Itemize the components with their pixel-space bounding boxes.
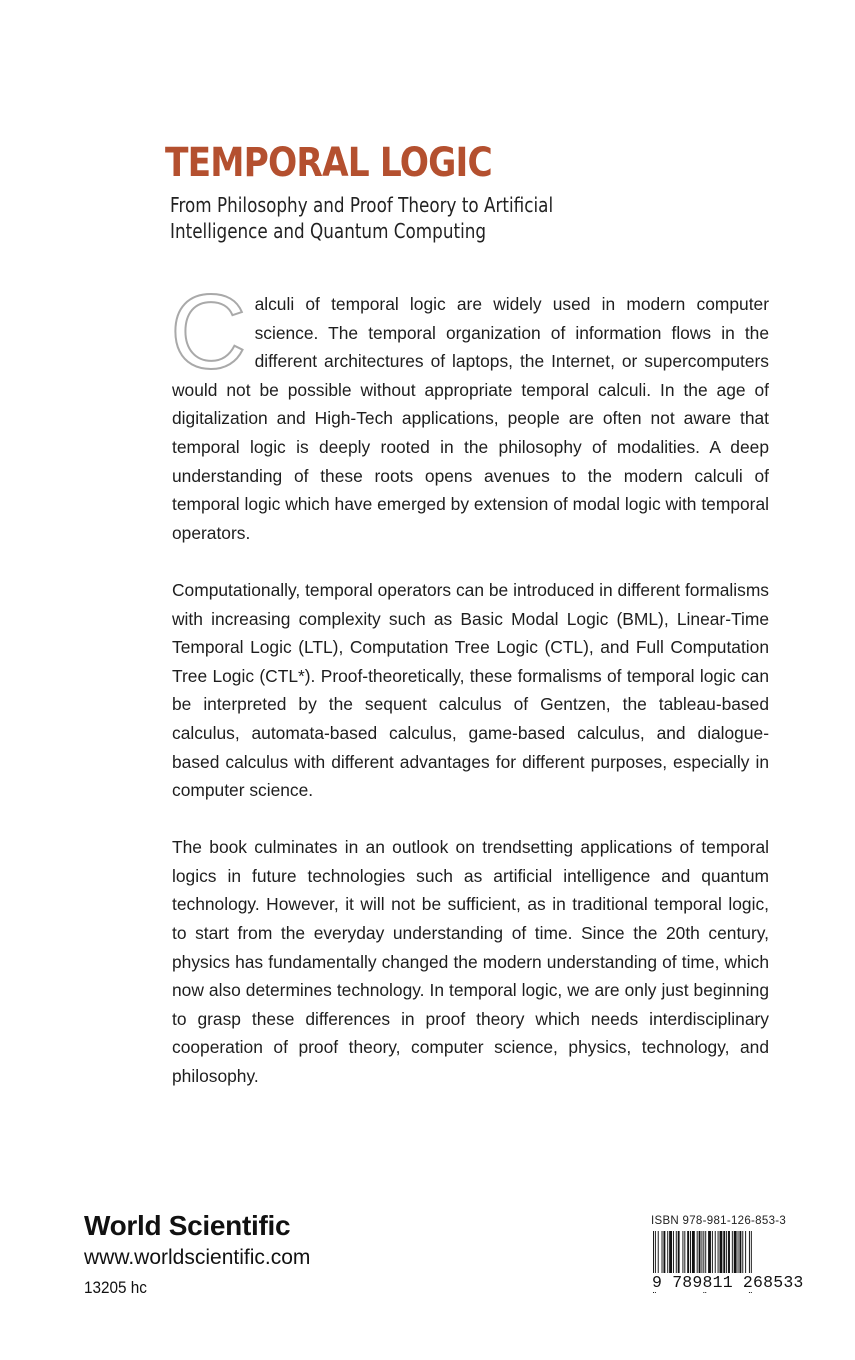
publisher-name: World Scientific [84,1210,291,1241]
publisher-block [84,1210,310,1300]
book-title: TEMPORAL LOGIC [165,140,492,186]
isbn-barcode [651,1215,804,1298]
subtitle-line-1: From Philosophy and Proof Theory to Artificial [170,193,554,217]
drop-cap: C [170,273,247,391]
isbn-label: ISBN 978-981-126-853-3 [651,1215,787,1227]
publisher-url[interactable]: www.worldscientific.com [84,1246,311,1269]
paragraph-2: Computationally, temporal operators can be introduced in different formalisms with increasing complexity such as Basic Modal Logic (BML), Linear-Time Temporal Logic (LTL), Computation Tree Logic (CTL), and Full Computation Tree Logic (CTL*). Proof-theoretically, these formalisms of temporal logic can be interpreted by the sequent calculus of Gentzen, the tableau-based calculus, automata-based calculus, game-based calculus, and dialogue-based calculus with different advantages for different purposes, especially in computer science. [172,579,769,801]
barcode-digits-text: 9 789811 268533 [652,1273,804,1292]
paragraph-1 [170,273,769,547]
book-subtitle [170,192,554,244]
blurb-text [170,273,769,1119]
paragraph-3: The book culminates in an outlook on trendsetting applications of temporal logics in future technologies such as artificial intelligence and quantum technology. However, it will not be sufficient, as in traditional temporal logic, to start from the everyday understanding of time. Since the 20th century, physics has fundamentally changed the modern understanding of time, which now also determines technology. In temporal logic, we are only just beginning to grasp these differences in proof theory which needs interdisciplinary cooperation of proof theory, computer science, physics, technology, and philosophy. [172,837,769,1087]
paragraph-1-text: alculi of temporal logic are widely used in modern computer science. The temporal organization of information flows in the different architectures of laptops, the Internet, or supercomputers would not be possible without appropriate temporal calculi. In the age of digitalization and High-Tech applications, people are often not aware that temporal logic is deeply rooted in the philosophy of modalities. A deep understanding of these roots opens avenues to the modern calculi of temporal logic which have emerged by extension of modal logic with temporal operators. [172,294,769,543]
product-code: 13205 hc [84,1278,147,1297]
barcode-digits [651,1273,805,1292]
subtitle-line-2: Intelligence and Quantum Computing [170,219,487,243]
